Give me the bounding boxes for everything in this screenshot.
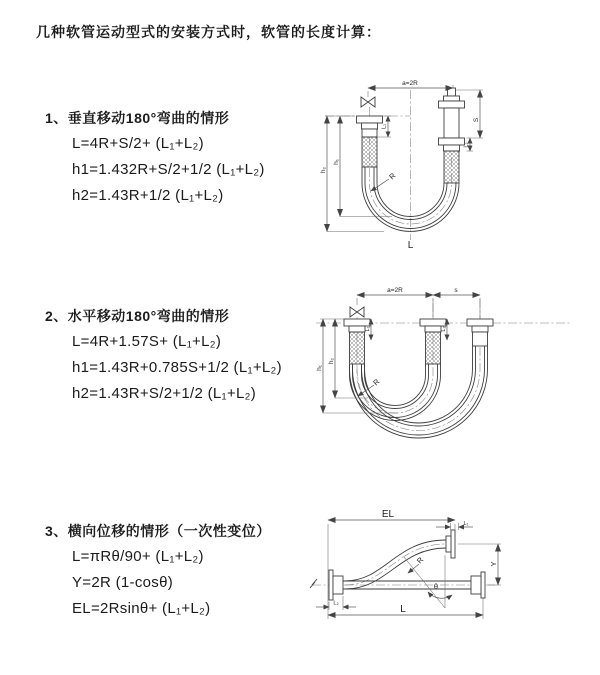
flange	[362, 123, 378, 129]
page-title: 几种软管运动型式的安装方式时，软管的长度计算：	[36, 24, 381, 40]
flange	[439, 138, 465, 145]
dim-label-h1: h₁	[333, 159, 340, 165]
formula-h2: h2=1.43R+S/2+1/2 (L₁+L₂)	[72, 385, 257, 402]
pipe	[362, 129, 377, 137]
formula-h1: h1=1.432R+S/2+1/2 (L₁+L₂)	[72, 161, 265, 178]
radius-label: R	[387, 170, 398, 182]
formula-el: EL=2Rsinθ+ (L₁+L₂)	[72, 600, 211, 617]
dim-label-h2: h₂	[328, 357, 335, 365]
centerlines	[325, 90, 452, 240]
dim-label-a2r: a=2R	[387, 287, 403, 294]
section-2-heading: 2、水平移动180°弯曲的情形	[45, 308, 230, 324]
braided-hose	[426, 332, 441, 364]
hose-wall	[345, 540, 446, 581]
pipe	[444, 108, 459, 138]
valve-icon	[350, 307, 364, 317]
flange	[481, 572, 485, 598]
angle-label: θ	[433, 582, 439, 591]
flange	[444, 96, 460, 101]
valve-icon	[361, 97, 375, 107]
break-mark	[310, 579, 317, 588]
dim-label-h2: h₂	[320, 166, 327, 174]
dim-label-l2: L₂	[463, 142, 470, 148]
diagram-lateral-displacement	[300, 500, 600, 652]
flange	[467, 319, 493, 326]
flange-hub	[471, 576, 481, 594]
diagram-horizontal-180-bend	[308, 283, 600, 451]
dim-label-h1: h₁	[316, 365, 323, 371]
radius-label: R	[371, 376, 382, 388]
formula-h1: h1=1.43R+0.785S+1/2 (L₁+L₂)	[72, 359, 282, 376]
flange	[344, 319, 370, 326]
section-2	[45, 306, 282, 404]
dim-label-l2: L₂	[441, 326, 447, 332]
formula-y: Y=2R (1-cosθ)	[72, 574, 174, 591]
flange	[329, 570, 333, 600]
hose-assembly	[310, 530, 485, 600]
flange	[472, 326, 488, 332]
dim-label-l1: L₁	[463, 521, 469, 527]
braided-hose	[350, 332, 365, 364]
flange	[444, 145, 460, 151]
construction-lines	[404, 555, 452, 608]
formula-l: L=4R+1.57S+ (L₁+L₂)	[72, 333, 222, 350]
formula-h2: h2=1.43R+1/2 (L₁+L₂)	[72, 187, 224, 204]
dim-label-el: EL	[381, 509, 395, 520]
braided-hose	[362, 137, 377, 167]
dimensions	[316, 509, 501, 619]
dim-label-l1: L₁	[381, 124, 388, 129]
section-1-heading: 1、垂直移动180°弯曲的情形	[45, 110, 230, 126]
pipe-stub	[448, 88, 456, 96]
section-3	[45, 521, 271, 619]
dim-label-a2r: a=2R	[402, 80, 418, 87]
radius-label: R	[414, 555, 426, 566]
flange	[349, 326, 365, 332]
section-1	[45, 108, 265, 206]
flange	[451, 530, 455, 558]
formula-l: L=4R+S/2+ (L₁+L₂)	[72, 135, 204, 152]
flange	[425, 326, 441, 332]
flange-hub	[333, 576, 343, 594]
flange	[420, 319, 446, 326]
length-label: L	[407, 240, 414, 251]
flange	[357, 116, 383, 123]
dim-label-l1: L₁	[365, 326, 371, 332]
dim-label-s: S	[473, 117, 480, 123]
section-3-heading: 3、横向位移的情形（一次性变位）	[45, 523, 271, 539]
braided-hose	[444, 151, 459, 183]
dim-label-l: L	[400, 604, 406, 615]
dimensions	[316, 287, 480, 413]
dim-label-l2: L₂	[333, 600, 339, 607]
pipe	[473, 332, 488, 346]
hose-arcs-displaced	[350, 346, 488, 438]
flange	[439, 101, 465, 108]
dim-label-y: Y	[489, 561, 498, 567]
formula-l: L=πRθ/90+ (L₁+L₂)	[72, 548, 204, 565]
flange-hub	[446, 536, 451, 552]
dim-label-s: s	[454, 287, 458, 294]
diagram-vertical-180-bend	[312, 70, 597, 258]
hose-wall	[345, 548, 446, 589]
